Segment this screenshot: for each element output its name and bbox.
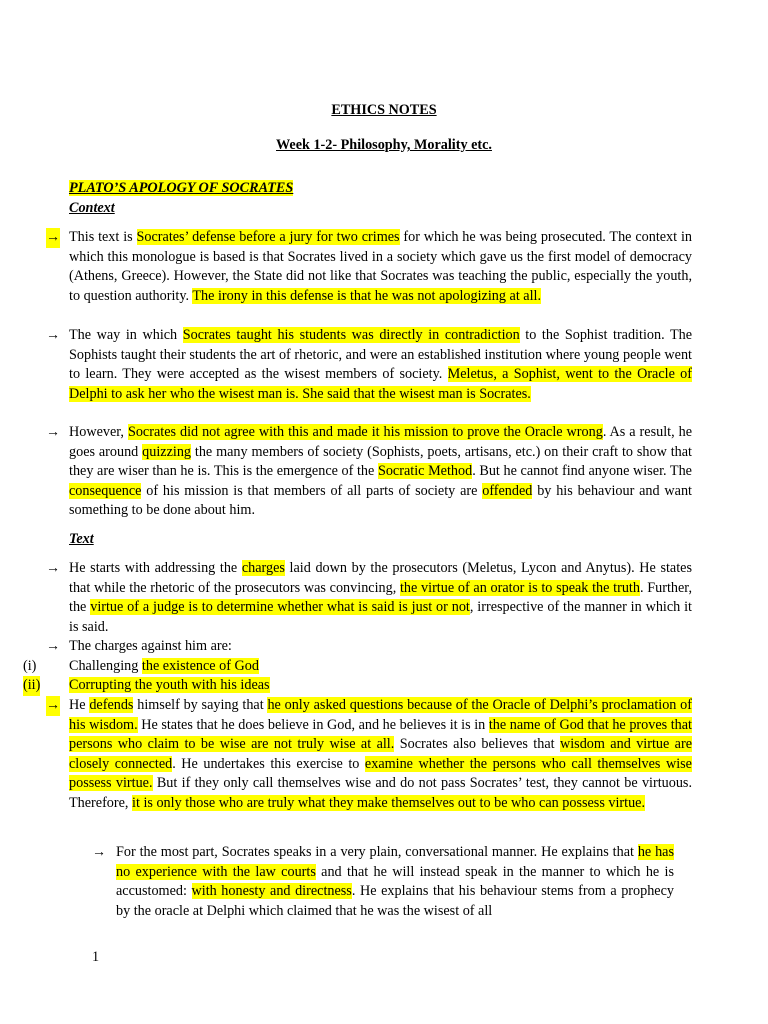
text-run: of his mission is that members of all parts of society are <box>141 482 483 499</box>
bullet-arrow-icon: → <box>46 328 60 343</box>
highlighted-text: Socrates’ defense before a jury for two crimes <box>136 229 400 245</box>
highlighted-text: wisdom and virtue are closely connected <box>69 736 693 772</box>
highlighted-text: it is only those who are truly what they make themselves out to be who can possess virtue. <box>132 794 646 811</box>
page-number: 1 <box>92 949 100 965</box>
section-heading: PLATO’S APOLOGY OF SOCRATES <box>69 180 294 196</box>
text-run: But if they only call themselves wise and do not pass Socrates’ test, they cannot be virtuous. Therefore, <box>69 775 692 811</box>
text-run: He <box>69 697 90 713</box>
highlighted-text: the virtue of an orator is to speak the truth <box>399 579 640 596</box>
text-run: himself by saying that <box>133 697 268 713</box>
context-heading: Context <box>69 200 115 216</box>
text-run: to the Sophist tradition. The Sophists taught their students the art of rhetoric, and were an established institution where young people went to learn. They were accepted as the wisest members of society. <box>69 327 693 382</box>
highlighted-text: Socratic Method <box>377 463 473 479</box>
highlighted-text: defends <box>89 697 134 713</box>
bullet-arrow-icon: → <box>46 425 60 440</box>
bullet-arrow-icon: → <box>46 696 60 716</box>
highlighted-text: the existence of God <box>141 658 259 674</box>
charge-item-2 <box>69 676 270 696</box>
highlighted-text: he only asked questions because of the Oracle of Delphi’s proclamation of his wisdom. <box>69 697 692 733</box>
text-paragraph-2 <box>69 696 692 813</box>
text-run: However, <box>69 424 128 440</box>
text-run: for which he was being prosecuted. The context in which this monologue is based is that Socrates lived in a society which gave us the first model of democracy (Athens, Greece). However, the State did not like that Socrates was teaching the public, especially the youth, to question authority. <box>69 229 692 304</box>
text-run: Challenging <box>69 658 142 674</box>
highlighted-text: virtue of a judge is to determine whether what is said is just or not <box>90 599 470 615</box>
highlighted-text: the name of God that he proves that persons who claim to be wise are not truly wise at all. <box>69 716 692 752</box>
highlighted-text: examine whether the persons who call themselves wise possess virtue. <box>69 755 692 791</box>
context-paragraph-3 <box>69 423 692 521</box>
document-subtitle: Week 1-2- Philosophy, Morality etc. <box>276 137 492 153</box>
text-run: by his behaviour and want something to be done about him. <box>69 482 692 518</box>
text-run: , irrespective of the manner in which it is said. <box>69 599 692 635</box>
sub-paragraph <box>116 843 674 921</box>
text-paragraph-1 <box>69 559 692 637</box>
text-run: and that he will instead speak in the manner to which he is accustomed: <box>116 863 674 899</box>
text-heading: Text <box>69 531 94 547</box>
highlighted-text: offended <box>482 482 533 499</box>
text-run: The way in which <box>69 327 183 343</box>
bullet-arrow-icon: → <box>46 561 60 576</box>
text-run: This text is <box>69 229 137 245</box>
text-run: For the most part, Socrates speaks in a very plain, conversational manner. He explains that <box>116 844 638 860</box>
text-run: laid down by the prosecutors (Meletus, Lycon and Anytus). He states that while the rhetoric of the prosecutors was convincing, <box>69 560 692 596</box>
document-title: ETHICS NOTES <box>331 102 437 118</box>
text-run: . But he cannot find anyone wiser. The <box>472 463 692 479</box>
charge-number: (i) <box>23 658 37 674</box>
highlighted-text: charges <box>241 560 285 576</box>
bullet-arrow-icon: → <box>46 228 60 248</box>
text-run: . He undertakes this exercise to <box>172 755 365 772</box>
highlighted-text: Corrupting the youth with his ideas <box>69 677 270 693</box>
highlighted-text: Socrates taught his students was directly in contradiction <box>182 327 520 343</box>
charge-number: (ii) <box>23 676 40 696</box>
text-run: He starts with addressing the <box>69 560 242 576</box>
text-run: Socrates also believes that <box>394 736 560 752</box>
highlighted-text: Socrates did not agree with this and made it his mission to prove the Oracle wrong <box>127 424 603 440</box>
highlighted-text: quizzing <box>142 443 192 460</box>
context-paragraph-1 <box>69 228 692 306</box>
charges-intro: The charges against him are: <box>69 638 232 654</box>
text-run: . He explains that his behaviour stems from a prophecy by the oracle at Delphi which claimed that he was the wisest of all <box>116 883 674 919</box>
charge-item-1 <box>69 657 259 677</box>
highlighted-text: Meletus, a Sophist, went to the Oracle of Delphi to ask her who the wisest man is. She said that the wisest man is Socrates. <box>69 366 693 402</box>
highlighted-text: The irony in this defense is that he was not apologizing at all. <box>192 287 542 304</box>
highlighted-text: consequence <box>69 482 142 499</box>
highlighted-text: he has no experience with the law courts <box>116 844 674 880</box>
bullet-arrow-icon: → <box>92 845 106 860</box>
highlighted-text: with honesty and directness <box>191 883 352 899</box>
bullet-arrow-icon: → <box>46 639 60 654</box>
text-run: the many members of society (Sophists, poets, artisans, etc.) on their craft to show that they are wiser than he is. This is the emergence of the <box>69 443 692 479</box>
text-run: . Further, the <box>69 579 692 615</box>
text-run: . As a result, he goes around <box>69 424 692 460</box>
context-paragraph-2 <box>69 326 692 404</box>
text-run: He states that he does believe in God, and he believes it is in <box>137 716 489 733</box>
